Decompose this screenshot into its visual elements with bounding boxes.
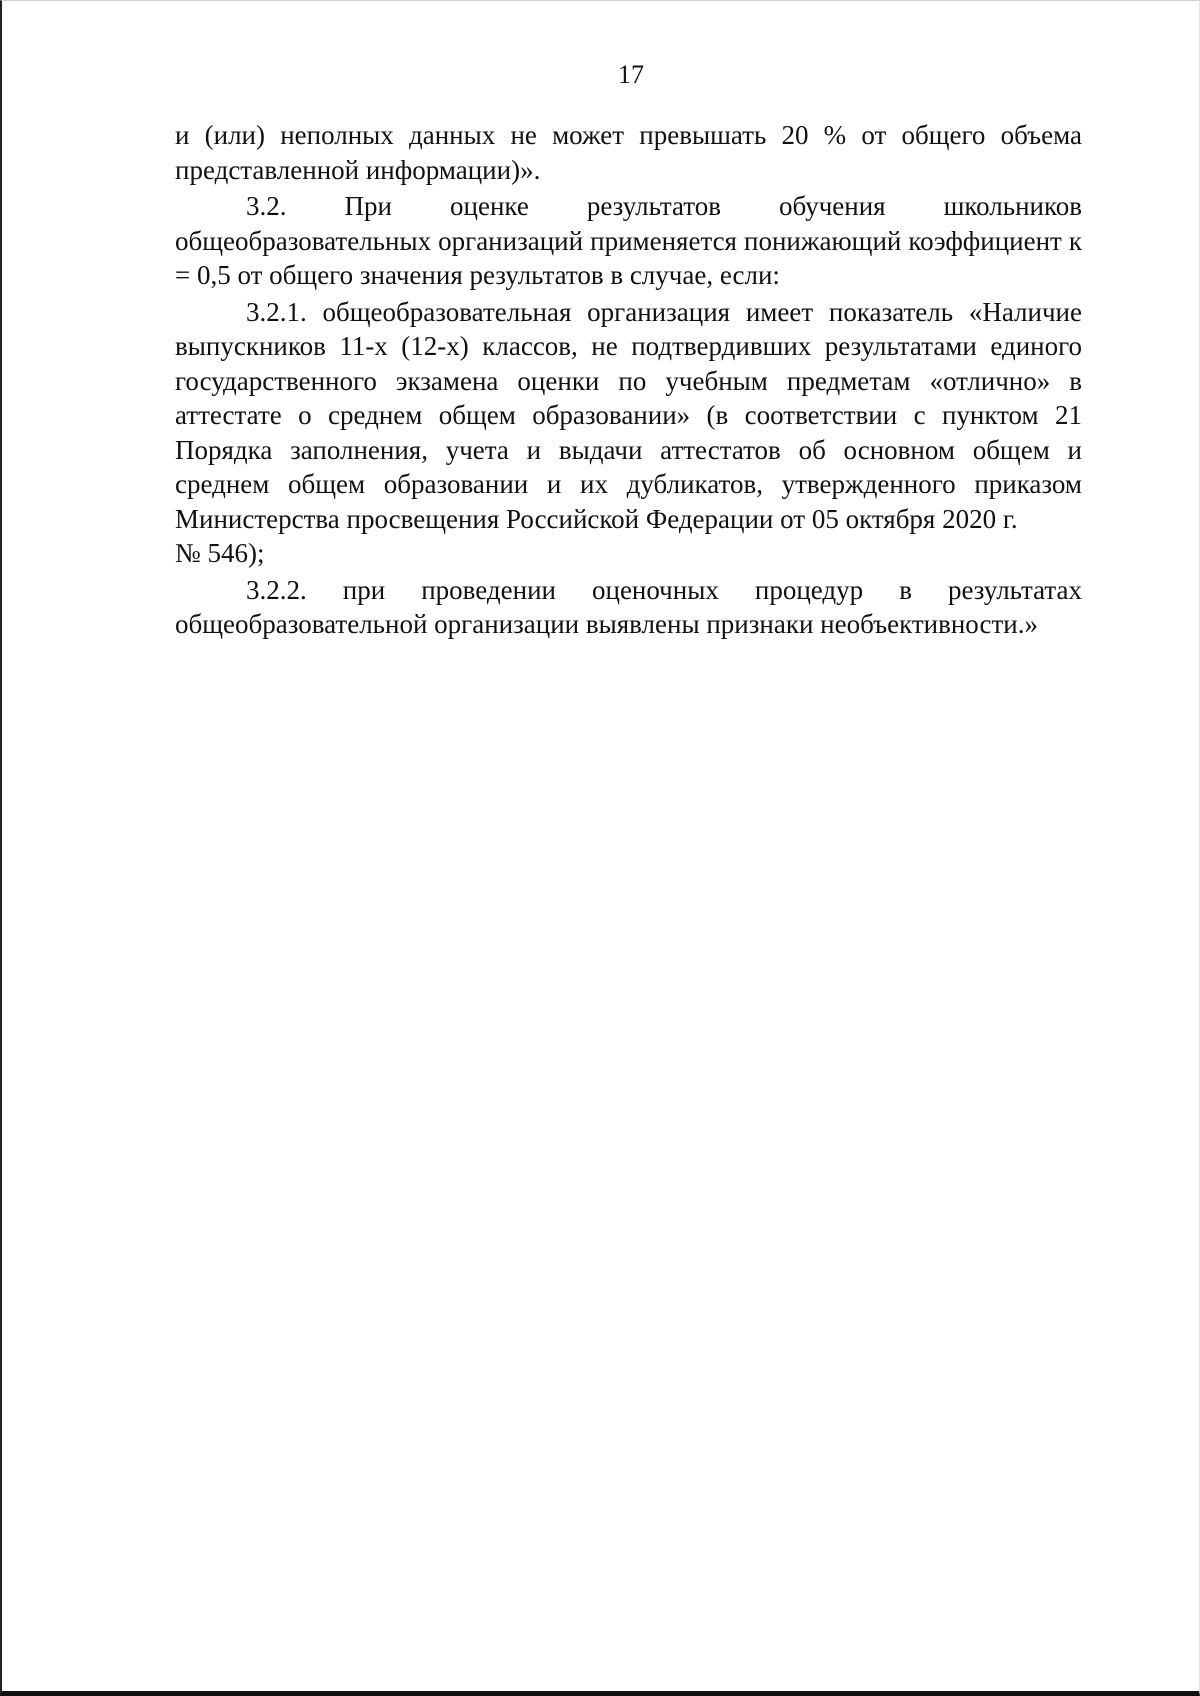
order-number: № 546); — [175, 538, 265, 568]
paragraph-3-2: 3.2. При оценке результатов обучения школьников общеобразовательных организаций применяется понижающий коэффициент к = 0,5 от общего значения результатов в случае, если: — [175, 191, 1082, 290]
paragraph-3-2-1-text: 3.2.1. общеобразовательная организация имеет показатель «Наличие выпускников 11-х (12-х) классов, не подтвердивших результатами единого государственного экзамена оценки по учебным предметам «отлично» в аттестате о среднем общем образовании» (в соответствии с пунктом 21 Порядка заполнения, учета и выдачи аттестатов об основном общем и среднем общем образовании и их дубликатов, утвержденного приказом Министерства просвещения Российской Федерации от 05 октября 2020 г. — [175, 296, 1082, 534]
document-body — [175, 118, 1082, 642]
paragraph-3-2-1 — [175, 295, 1082, 571]
paragraph-3-2-2: 3.2.2. при проведении оценочных процедур в результатах общеобразовательной организации выявлены признаки необъективности.» — [175, 574, 1082, 639]
page-number: 17 — [618, 60, 644, 89]
paragraph-continuation: и (или) неполных данных не может превышать 20 % от общего объема представленной информации)». — [175, 120, 1082, 185]
